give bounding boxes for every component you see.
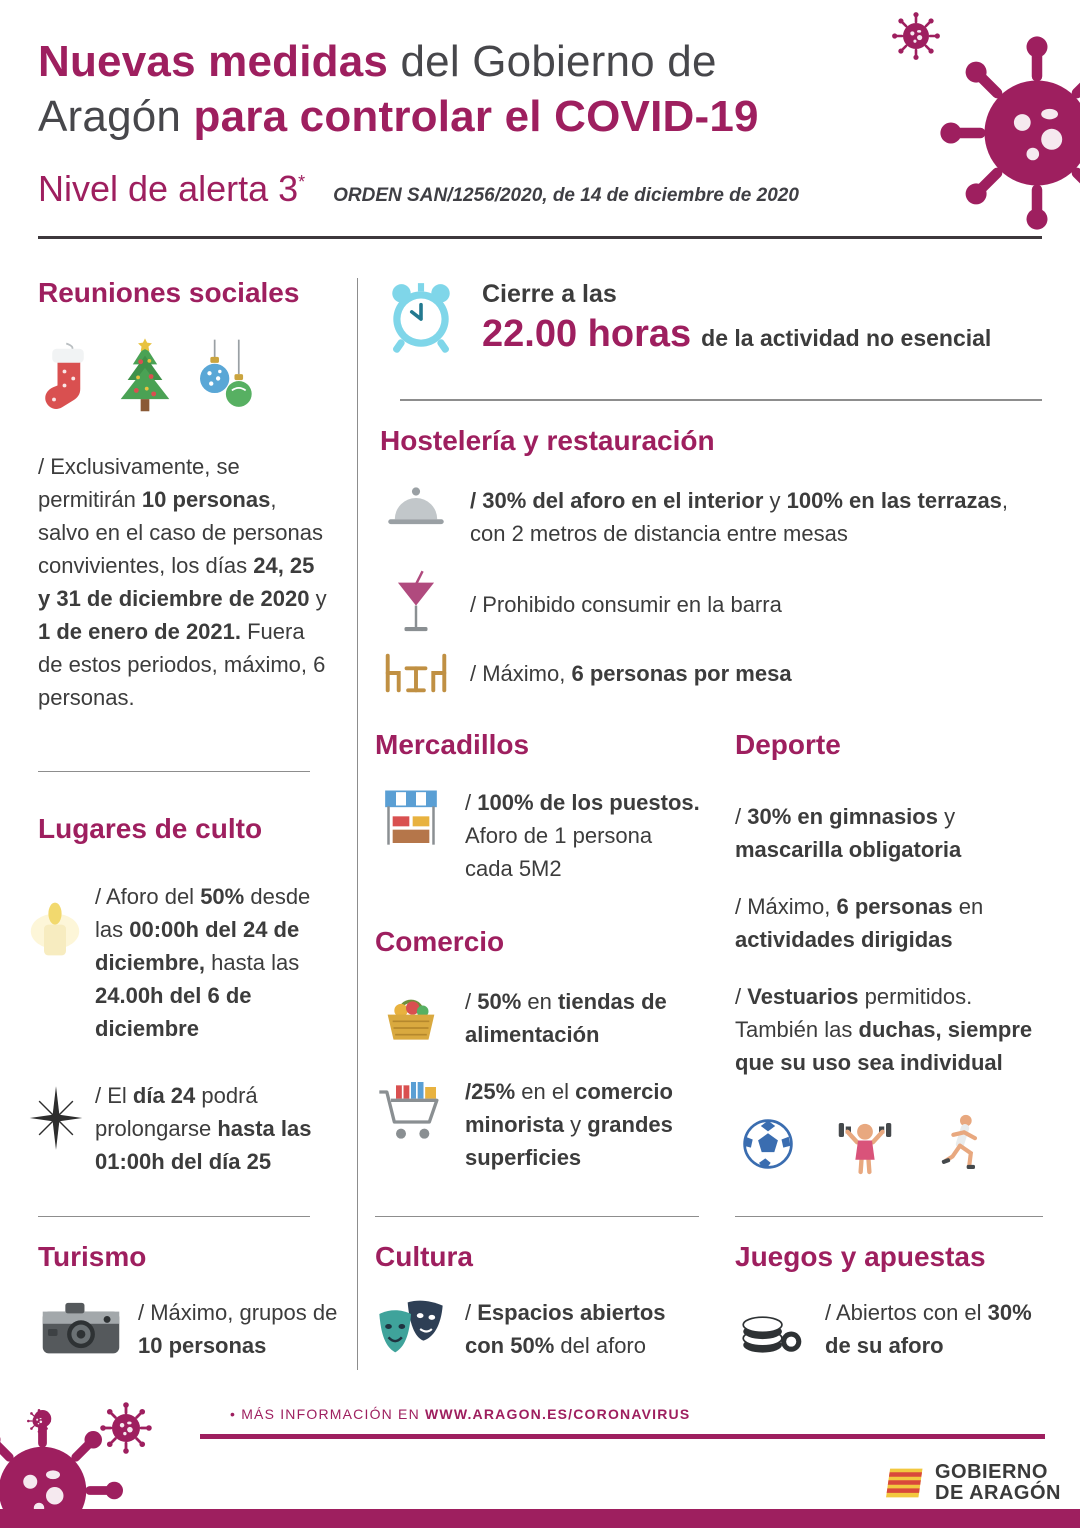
cocktail-icon: [393, 568, 439, 640]
virus-icon: [26, 1408, 52, 1434]
page-title: [38, 34, 908, 144]
sparkle-star-icon: [26, 1083, 86, 1158]
section-title-deporte: Deporte: [735, 729, 841, 760]
grocery-basket-icon: [381, 988, 441, 1048]
curfew-scope: de la actividad no esencial: [701, 325, 992, 351]
hosteleria-rule-3: / Máximo, 6 personas por mesa: [470, 660, 792, 686]
aragon-flag-icon: [885, 1465, 925, 1501]
footer-info: • MÁS INFORMACIÓN EN WWW.ARAGON.ES/CORONAVIRUS: [230, 1406, 691, 1422]
section-reuniones-sociales: [38, 276, 330, 714]
alarm-clock-icon: [382, 278, 460, 356]
candle-icon: [26, 896, 84, 967]
section-comercio: [375, 925, 705, 1174]
section-lugares-de-culto: [38, 812, 338, 1178]
bottom-accent-band: [0, 1509, 1080, 1528]
market-stall-icon: [381, 786, 441, 850]
section-mercadillos: [375, 728, 705, 885]
christmas-icons-row: [40, 330, 330, 424]
left-column-divider-2: [38, 1216, 310, 1217]
christmas-tree-icon: [112, 336, 178, 424]
logo-text: GOBIERNO DE ARAGÓN: [935, 1461, 1061, 1504]
section-title-cultura: Cultura: [375, 1241, 473, 1272]
right-column-divider: [735, 1216, 1043, 1217]
curfew-divider: [400, 399, 1042, 401]
food-cloche-icon: [385, 484, 447, 530]
hosteleria-rule-2: / Prohibido consumir en la barra: [470, 591, 782, 617]
turismo-rule-1: / Máximo, grupos de 10 personas: [138, 1300, 338, 1358]
virus-icon: [890, 10, 942, 62]
curfew-intro: Cierre a las: [482, 280, 617, 308]
mercadillos-rule-1: / 100% de los puestos. Aforo de 1 persona cada 5M2: [465, 790, 700, 881]
lugares-rule-1: / Aforo del 50% desde las 00:00h del 24 de diciembre, hasta las 24.00h del 6 de diciembre: [95, 884, 311, 1041]
deporte-rule-1: / 30% en gimnasios y mascarilla obligatoria: [735, 804, 962, 862]
lugares-rule-2: / El día 24 podrá prolongarse hasta las 01:00h del día 25: [95, 1083, 312, 1174]
cultura-rule-1: / Espacios abiertos con 50% del aforo: [465, 1300, 666, 1358]
title-line-1: Nuevas medidas del Gobierno de: [38, 37, 717, 86]
section-hosteleria: [380, 424, 1042, 694]
section-title-lugares: Lugares de culto: [38, 813, 263, 844]
virus-icon: [98, 1400, 154, 1456]
theater-masks-icon: [376, 1298, 446, 1360]
alert-level: Nivel de alerta 3*: [38, 168, 306, 209]
section-juegos-y-apuestas: [735, 1240, 1043, 1362]
section-title-reuniones: Reuniones sociales: [38, 277, 300, 308]
alert-asterisk: *: [298, 172, 306, 192]
section-title-mercadillos: Mercadillos: [375, 729, 530, 760]
table-and-chairs-icon: [383, 652, 449, 694]
header-divider: [38, 236, 1042, 239]
juegos-rule-1: / Abiertos con el 30% de su aforo: [825, 1300, 1032, 1358]
sports-icons-row: [735, 1111, 1043, 1177]
comercio-rule-2: /25% en el comercio minorista y grandes superficies: [465, 1079, 673, 1170]
section-cultura: [375, 1240, 705, 1362]
vertical-divider: [357, 278, 358, 1370]
shopping-cart-icon: [376, 1075, 446, 1149]
curfew-time: 22.00 horas: [482, 313, 692, 355]
alert-row: [38, 168, 908, 210]
ornament-baubles-icon: [194, 338, 256, 424]
section-turismo: [38, 1240, 340, 1362]
christmas-stocking-icon: [40, 340, 96, 424]
curfew-text: [482, 278, 991, 356]
virus-icon: [932, 28, 1080, 238]
deporte-rule-3: / Vestuarios permitidos. También las duchas, siempre que su uso sea individual: [735, 984, 1033, 1075]
camera-icon: [41, 1301, 121, 1357]
weightlifting-icon: [837, 1112, 893, 1176]
order-reference: ORDEN SAN/1256/2020, de 14 de diciembre de 2020: [333, 185, 799, 206]
hosteleria-rule-1: / 30% del aforo en el interior y 100% en las terrazas, con 2 metros de distancia entre mesas: [470, 488, 1009, 546]
comercio-rule-1: / 50% en tiendas de alimentación: [465, 989, 667, 1047]
middle-column-divider: [375, 1216, 699, 1217]
gobierno-de-aragon-logo: [885, 1462, 1061, 1504]
header: [38, 34, 908, 210]
section-curfew: [382, 278, 1042, 356]
section-title-hosteleria: Hostelería y restauración: [380, 425, 715, 456]
deporte-rule-2: / Máximo, 6 personas en actividades dirigidas: [735, 894, 984, 952]
poker-chips-icon: [739, 1301, 803, 1357]
running-icon: [935, 1111, 985, 1177]
section-deporte: [735, 728, 1043, 1177]
section-title-comercio: Comercio: [375, 926, 505, 957]
section-title-juegos: Juegos y apuestas: [735, 1241, 986, 1272]
reuniones-rule-text: / Exclusivamente, se permitirán 10 personas, salvo en el caso de personas convivientes, los días 24, 25 y 31 de diciembre de 2020 y 1 de enero de 2021. Fuera de estos periodos, máximo, 6 personas.: [38, 454, 327, 710]
title-line-2: Aragón para controlar el COVID-19: [38, 92, 759, 141]
left-column-divider: [38, 771, 310, 772]
section-title-turismo: Turismo: [38, 1241, 147, 1272]
soccer-ball-icon: [741, 1117, 795, 1171]
footer-bar: [200, 1434, 1045, 1439]
